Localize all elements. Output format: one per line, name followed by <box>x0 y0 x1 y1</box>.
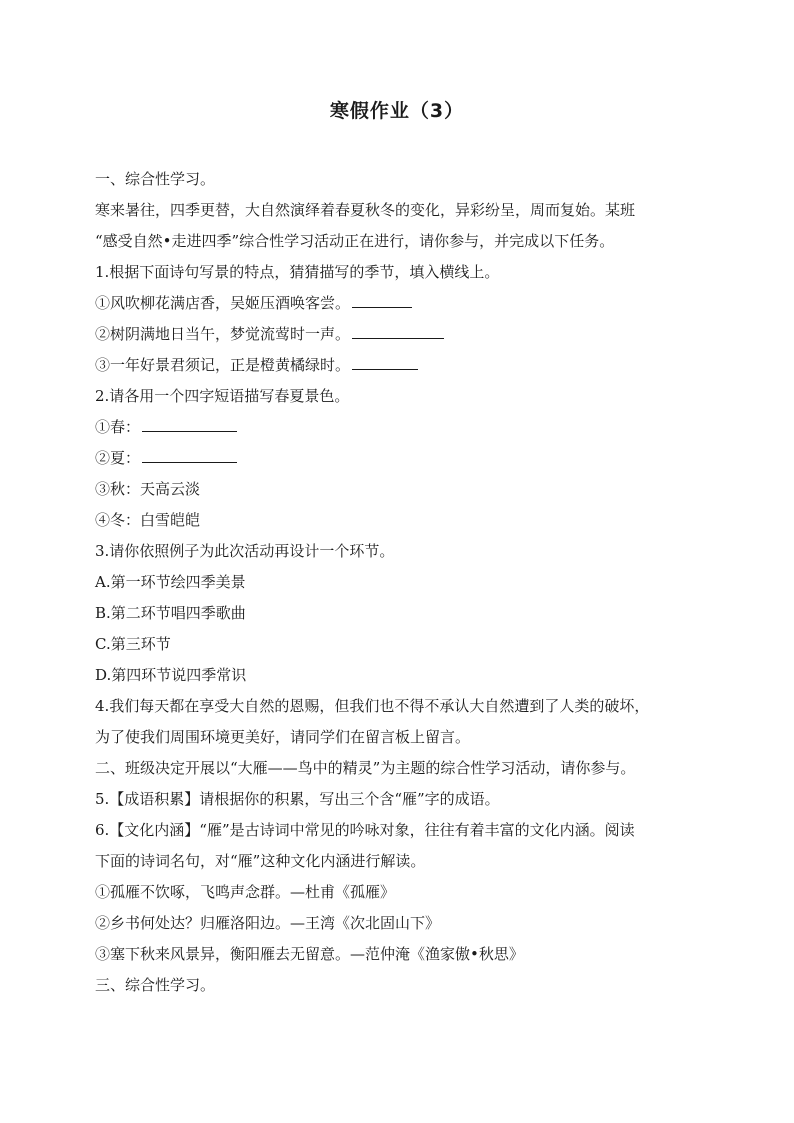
poem-line <box>95 319 695 350</box>
poem-line <box>95 288 695 319</box>
poem-text: ①风吹柳花满店香，吴姬压酒唤客尝。 <box>95 294 351 312</box>
season-line: ③秋：天高云淡 <box>95 480 201 498</box>
answer-blank[interactable] <box>352 320 444 339</box>
answer-blank[interactable] <box>142 413 237 432</box>
poem-line <box>95 350 695 381</box>
section-heading: 三、综合性学习。 <box>95 976 216 994</box>
paragraph-line: “感受自然•走进四季”综合性学习活动正在进行，请你参与，并完成以下任务。 <box>95 232 615 250</box>
answer-blank[interactable] <box>142 444 237 463</box>
question-6: 6.【文化内涵】“雁”是古诗词中常见的吟咏对象，往往有着丰富的文化内涵。阅读 <box>95 821 635 839</box>
option-line: C.第三环节 <box>95 635 171 653</box>
paragraph-line: 下面的诗词名句，对“雁”这种文化内涵进行解读。 <box>95 852 426 870</box>
quote-line: ③塞下秋来风景异，衡阳雁去无留意。—范仲淹《渔家傲•秋思》 <box>95 945 524 963</box>
question-4: 4.我们每天都在享受大自然的恩赐，但我们也不得不承认大自然遭到了人类的破坏， <box>95 697 650 715</box>
option-line: D.第四环节说四季常识 <box>95 666 247 684</box>
paragraph-line: 为了使我们周围环境更美好，请同学们在留言板上留言。 <box>95 728 471 746</box>
answer-blank[interactable] <box>352 289 412 308</box>
worksheet-content <box>95 164 695 1001</box>
season-line <box>95 443 695 474</box>
option-line: B.第二环节唱四季歌曲 <box>95 604 246 622</box>
question-2: 2.请各用一个四字短语描写春夏景色。 <box>95 387 350 405</box>
question-1: 1.根据下面诗句写景的特点，猜猜描写的季节，填入横线上。 <box>95 263 500 281</box>
page-title: 寒假作业（3） <box>329 100 465 122</box>
season-label: ②夏： <box>95 449 141 467</box>
quote-line: ②乡书何处达？归雁洛阳边。—王湾《次北固山下》 <box>95 914 441 932</box>
question-3: 3.请你依照例子为此次活动再设计一个环节。 <box>95 542 395 560</box>
section-heading: 一、综合性学习。 <box>95 170 216 188</box>
season-line: ④冬：白雪皑皑 <box>95 511 201 529</box>
answer-blank[interactable] <box>352 351 418 370</box>
poem-text: ②树阴满地日当午，梦觉流莺时一声。 <box>95 325 351 343</box>
paragraph-line: 寒来暑往，四季更替，大自然演绎着春夏秋冬的变化，异彩纷呈，周而复始。某班 <box>95 201 636 219</box>
section-heading: 二、班级决定开展以“大雁——鸟中的精灵”为主题的综合性学习活动，请你参与。 <box>95 759 636 777</box>
season-label: ①春： <box>95 418 141 436</box>
poem-text: ③一年好景君须记，正是橙黄橘绿时。 <box>95 356 351 374</box>
question-5: 5.【成语积累】请根据你的积累，写出三个含“雁”字的成语。 <box>95 790 500 808</box>
option-line: A.第一环节绘四季美景 <box>95 573 246 591</box>
season-line <box>95 412 695 443</box>
quote-line: ①孤雁不饮啄，飞鸣声念群。—杜甫《孤雁》 <box>95 883 396 901</box>
